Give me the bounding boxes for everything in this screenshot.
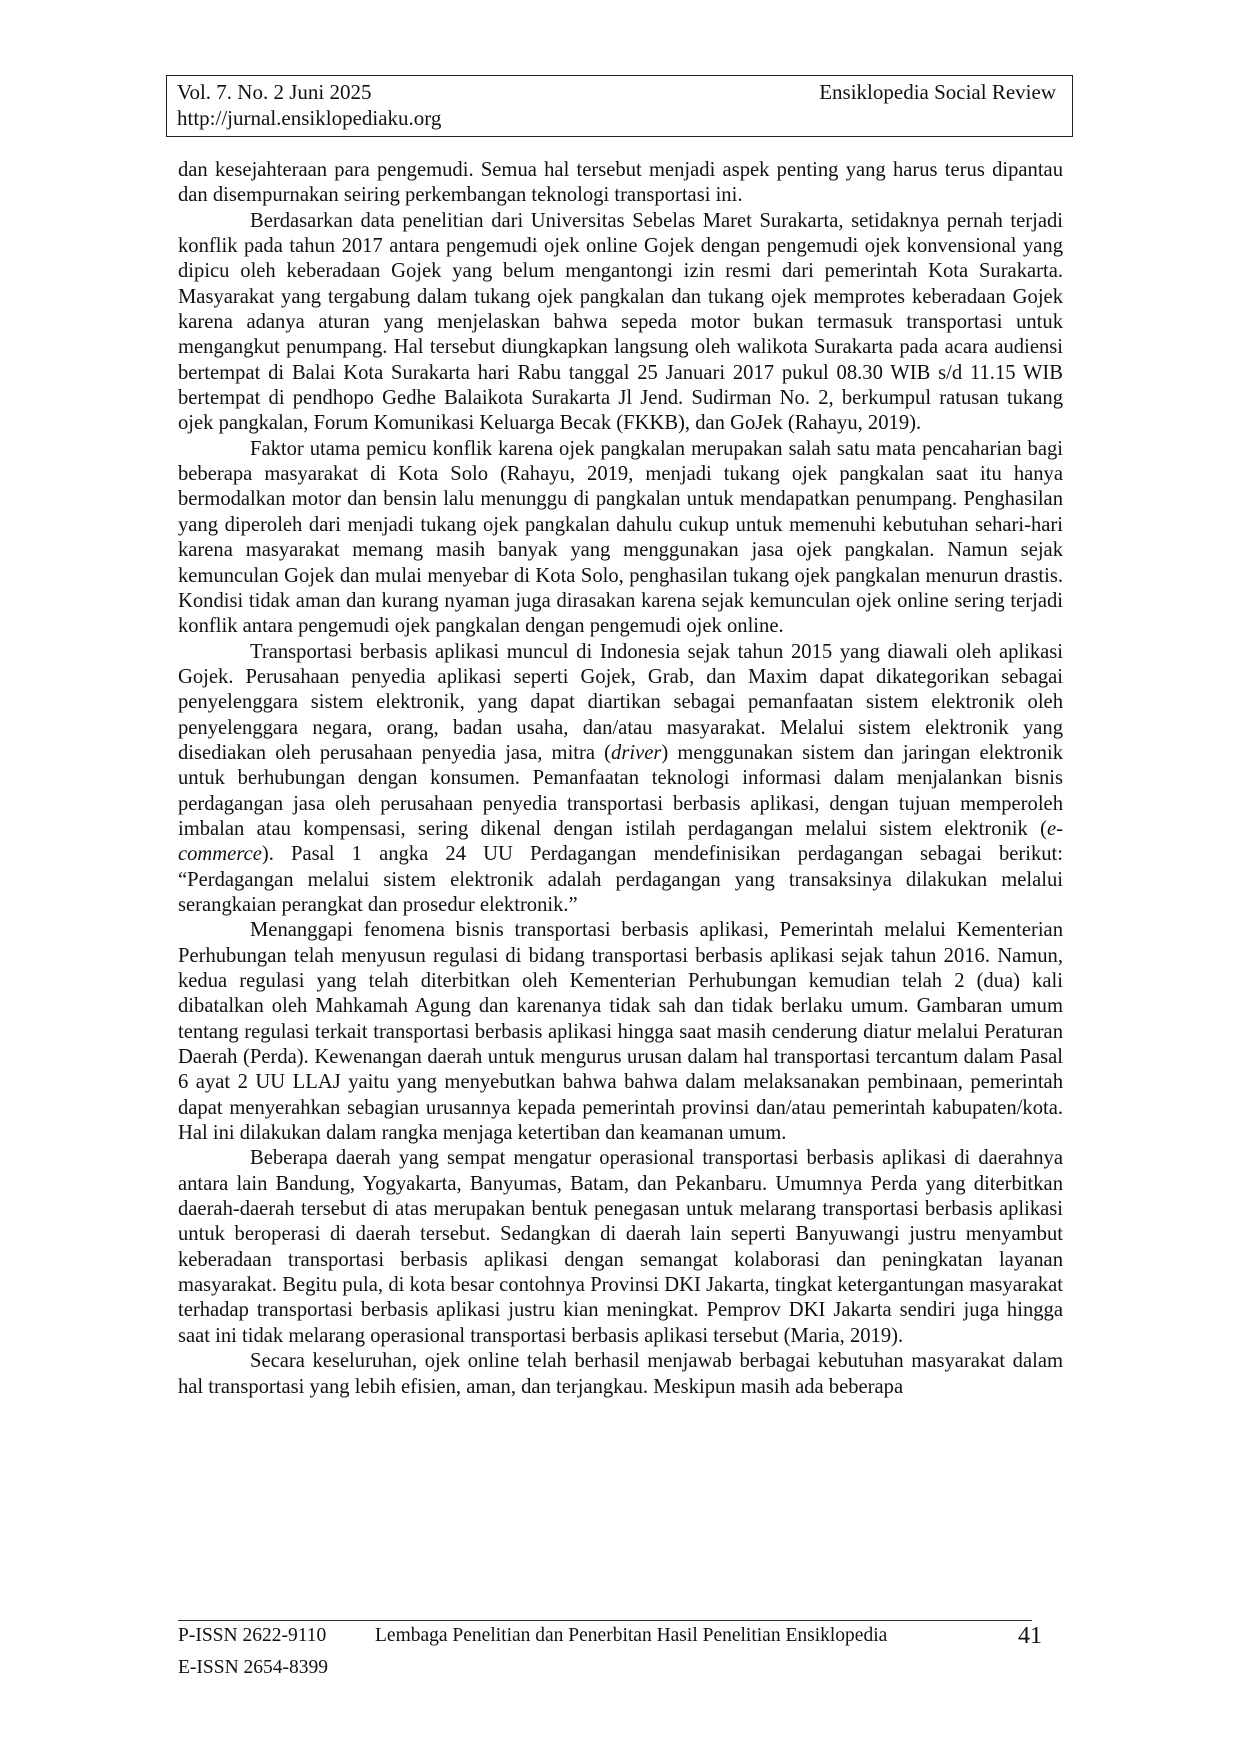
footer-publisher: Lembaga Penelitian dan Penerbitan Hasil Penelitian Ensiklopedia xyxy=(375,1625,888,1646)
body-paragraph xyxy=(178,918,1063,1146)
article-body xyxy=(178,158,1063,1400)
body-paragraph xyxy=(178,209,1063,437)
running-header xyxy=(166,75,1073,137)
italic-term: e-commerce xyxy=(178,817,1063,866)
footer-divider xyxy=(178,1620,1032,1621)
paragraph-text: ). Pasal 1 angka 24 UU Perdagangan mendefinisikan perdagangan sebagai berikut: “Perdagangan melalui sistem elektronik adalah perdagangan yang transaksinya dilakukan melalui serangkaian perangkat dan prosedur elektronik.” xyxy=(178,843,1063,916)
paragraph-text: Secara keseluruhan, ojek online telah berhasil menjawab berbagai kebutuhan masyarakat dalam hal transportasi yang lebih efisien, aman, dan terjangkau. Meskipun masih ada beberapa xyxy=(178,1350,1063,1398)
paragraph-text: Faktor utama pemicu konflik karena ojek pangkalan merupakan salah satu mata pencaharian bagi beberapa masyarakat di Kota Solo (Rahayu, 2019, menjadi tukang ojek pangkalan saat itu hanya bermodalkan motor dan bensin lalu menunggu di pangkalan untuk mendapatkan penumpang. Penghasilan yang diperoleh dari menjadi tukang ojek pangkalan dahulu cukup untuk memenuhi kebutuhan sehari-hari karena masyarakat memang masih banyak yang menggunakan jasa ojek pangkalan. Namun sejak kemunculan Gojek dan mulai menyebar di Kota Solo, penghasilan tukang ojek pangkalan menurun drastis. Kondisi tidak aman dan kurang nyaman juga dirasakan karena sejak kemunculan ojek online sering terjadi konflik antara pengemudi ojek pangkalan dengan pengemudi ojek online. xyxy=(178,437,1063,638)
body-paragraph xyxy=(178,1146,1063,1349)
footer-e-issn: E-ISSN 2654-8399 xyxy=(178,1657,329,1678)
body-paragraph xyxy=(178,640,1063,919)
paragraph-text: Beberapa daerah yang sempat mengatur operasional transportasi berbasis aplikasi di daerahnya antara lain Bandung, Yogyakarta, Banyumas, Batam, dan Pekanbaru. Umumnya Perda yang diterbitkan daerah-daerah tersebut di atas merupakan bentuk penegasan untuk melarang transportasi berbasis aplikasi untuk beroperasi di daerah tersebut. Sedangkan di daerah lain seperti Banyuwangi justru menyambut keberadaan transportasi berbasis aplikasi dengan semangat kolaborasi dan peningkatan layanan masyarakat. Begitu pula, di kota besar contohnya Provinsi DKI Jakarta, tingkat ketergantungan masyarakat terhadap transportasi berbasis aplikasi justru kian meningkat. Pemprov DKI Jakarta sendiri juga hingga saat ini tidak melarang operasional transportasi berbasis aplikasi tersebut (Maria, 2019). xyxy=(178,1147,1063,1347)
header-volume: Vol. 7. No. 2 Juni 2025 xyxy=(177,80,372,104)
body-paragraph xyxy=(178,437,1063,640)
body-paragraph xyxy=(178,1349,1063,1400)
italic-term: driver xyxy=(611,741,662,764)
paragraph-text: ) menggunakan sistem dan jaringan elektronik untuk berhubungan dengan konsumen. Pemanfaatan teknologi informasi dalam menjalankan bisnis perdagangan jasa oleh perusahaan penyedia transportasi berbasis aplikasi, dengan tujuan memperoleh imbalan atau kompensasi, sering dikenal dengan istilah perdagangan melalui sistem elektronik ( xyxy=(178,741,1063,840)
footer-p-issn: P-ISSN 2622-9110 xyxy=(178,1625,327,1646)
paragraph-text: Transportasi berbasis aplikasi muncul di Indonesia sejak tahun 2015 yang diawali oleh aplikasi Gojek. Perusahaan penyedia aplikasi seperti Gojek, Grab, dan Maxim dapat dikategorikan sebagai penyelenggara sistem elektronik, yang dapat diartikan sebagai pemanfaatan sistem elektronik oleh penyelenggara negara, orang, badan usaha, dan/atau masyarakat. Melalui sistem elektronik yang disediakan oleh perusahaan penyedia jasa, mitra ( xyxy=(178,640,1063,764)
paragraph-text: Berdasarkan data penelitian dari Universitas Sebelas Maret Surakarta, setidaknya pernah terjadi konflik pada tahun 2017 antara pengemudi ojek online Gojek dengan pengemudi ojek konvensional yang dipicu oleh keberadaan Gojek yang belum mengantongi izin resmi dari pemerintah Kota Surakarta. Masyarakat yang tergabung dalam tukang ojek pangkalan dan tukang ojek memprotes keberadaan Gojek karena adanya aturan yang menjelaskan bahwa sepeda motor bukan termasuk transportasi untuk mengangkut penumpang. Hal tersebut diungkapkan langsung oleh walikota Surakarta pada acara audiensi bertempat di Balai Kota Surakarta hari Rabu tanggal 25 Januari 2017 pukul 08.30 WIB s/d 11.15 WIB bertempat di pendhopo Gedhe Balaikota Surakarta Jl Jend. Sudirman No. 2, berkumpul ratusan tukang ojek pangkalan, Forum Komunikasi Keluarga Becak (FKKB), dan GoJek (Rahayu, 2019). xyxy=(178,209,1063,435)
paragraph-text: dan kesejahteraan para pengemudi. Semua hal tersebut menjadi aspek penting yang harus terus dipantau dan disempurnakan seiring perkembangan teknologi transportasi ini. xyxy=(178,159,1063,207)
page-number: 41 xyxy=(1018,1623,1042,1649)
header-journal-title: Ensiklopedia Social Review xyxy=(819,80,1056,104)
header-url: http://jurnal.ensiklopediaku.org xyxy=(177,106,442,130)
body-paragraph xyxy=(178,158,1063,209)
paragraph-text: Menanggapi fenomena bisnis transportasi berbasis aplikasi, Pemerintah melalui Kementerian Perhubungan telah menyusun regulasi di bidang transportasi berbasis aplikasi sejak tahun 2016. Namun, kedua regulasi yang telah diterbitkan oleh Kementerian Perhubungan kemudian telah 2 (dua) kali dibatalkan oleh Mahkamah Agung dan karenanya tidak sah dan tidak berlaku umum. Gambaran umum tentang regulasi terkait transportasi berbasis aplikasi hingga saat masih cenderung diatur melalui Peraturan Daerah (Perda). Kewenangan daerah untuk mengurus urusan dalam hal transportasi tercantum dalam Pasal 6 ayat 2 UU LLAJ yaitu yang menyebutkan bahwa bahwa dalam melaksanakan pembinaan, pemerintah dapat menyerahkan sebagian urusannya kepada pemerintah provinsi dan/atau pemerintah kabupaten/kota. Hal ini dilakukan dalam rangka menjaga ketertiban dan keamanan umum. xyxy=(178,919,1063,1145)
